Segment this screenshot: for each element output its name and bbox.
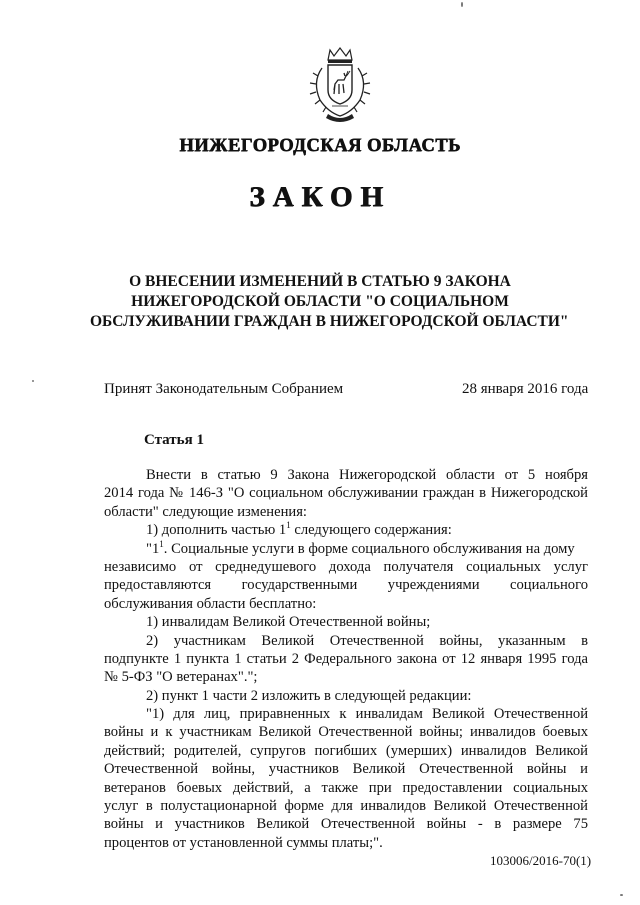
body-line: предоставляются государственными учреждениями социального bbox=[104, 577, 588, 594]
body-line bbox=[104, 521, 588, 539]
body-line: услуг в полустационарной форме для инвалидов Великой Отечественной bbox=[104, 798, 588, 815]
article-heading: Статья 1 bbox=[144, 432, 204, 448]
body-line: действий; родителей, супругов погибших (умерших) инвалидов Великой bbox=[104, 742, 588, 759]
law-title-line: О ВНЕСЕНИИ ИЗМЕНЕНИЙ В СТАТЬЮ 9 ЗАКОНА bbox=[129, 273, 511, 290]
body-line: 1) инвалидам Великой Отечественной войны; bbox=[146, 614, 431, 631]
law-title bbox=[90, 272, 569, 332]
body-line: 2) пункт 1 части 2 изложить в следующей редакции: bbox=[146, 687, 472, 704]
body-line: процентов от установленной суммы платы;". bbox=[104, 834, 383, 851]
body-line: Внести в статью 9 Закона Нижегородской области от 5 ноября bbox=[146, 467, 588, 483]
text-fragment: . Социальные услуги в форме социального обслуживания на дому bbox=[163, 540, 575, 557]
body-line: Отечественной войны, участников Великой Отечественной войны и bbox=[104, 761, 588, 778]
body-line: области" следующие изменения: bbox=[104, 503, 307, 520]
text-fragment: следующего содержания: bbox=[290, 522, 452, 539]
body-line: подпункте 1 пункта 1 статьи 2 Федерального закона от 12 января 1995 года bbox=[104, 650, 588, 667]
adopted-by: Принят Законодательным Собранием bbox=[104, 381, 344, 397]
law-title-line: НИЖЕГОРОДСКОЙ ОБЛАСТИ "О СОЦИАЛЬНОМ bbox=[131, 293, 509, 310]
law-title-line: ОБСЛУЖИВАНИИ ГРАЖДАН В НИЖЕГОРОДСКОЙ ОБЛАСТИ" bbox=[90, 313, 569, 330]
document-code: 103006/2016-70(1) bbox=[490, 853, 592, 868]
body-line: независимо от среднедушевого дохода получателя социальных услуг bbox=[104, 558, 588, 575]
superscript: 1 bbox=[286, 520, 291, 531]
body-line bbox=[104, 540, 588, 558]
body-line: "1) для лиц, приравненных к инвалидам Великой Отечественной bbox=[146, 706, 588, 723]
body-line: 2014 года № 146-З "О социальном обслуживании граждан в Нижегородской bbox=[104, 485, 588, 502]
text-fragment: "1 bbox=[146, 540, 160, 557]
body-line: № 5-ФЗ "О ветеранах"."; bbox=[104, 669, 258, 686]
document-type: ЗАКОН bbox=[249, 181, 391, 213]
region-name: НИЖЕГОРОДСКАЯ ОБЛАСТЬ bbox=[179, 136, 461, 156]
body-line: войны и к участникам Великой Отечественной войны; инвалидов боевых bbox=[104, 724, 588, 741]
superscript: 1 bbox=[159, 538, 164, 549]
body-line: обслуживания области бесплатно: bbox=[104, 595, 317, 612]
text-fragment: 1) дополнить частью 1 bbox=[146, 522, 287, 539]
body-line: войны и участников Великой Отечественной войны - в размере 75 bbox=[104, 816, 588, 833]
body-line: ветеранов боевых действий, а также при предоставлении социальных bbox=[104, 779, 588, 796]
scan-speck bbox=[32, 380, 34, 382]
scan-speck bbox=[620, 894, 623, 896]
coat-of-arms-icon bbox=[298, 46, 382, 124]
scan-speck bbox=[461, 2, 463, 7]
article-body bbox=[104, 466, 588, 852]
body-line: 2) участникам Великой Отечественной войны, указанным в bbox=[146, 632, 588, 649]
adoption-date: 28 января 2016 года bbox=[462, 381, 589, 397]
